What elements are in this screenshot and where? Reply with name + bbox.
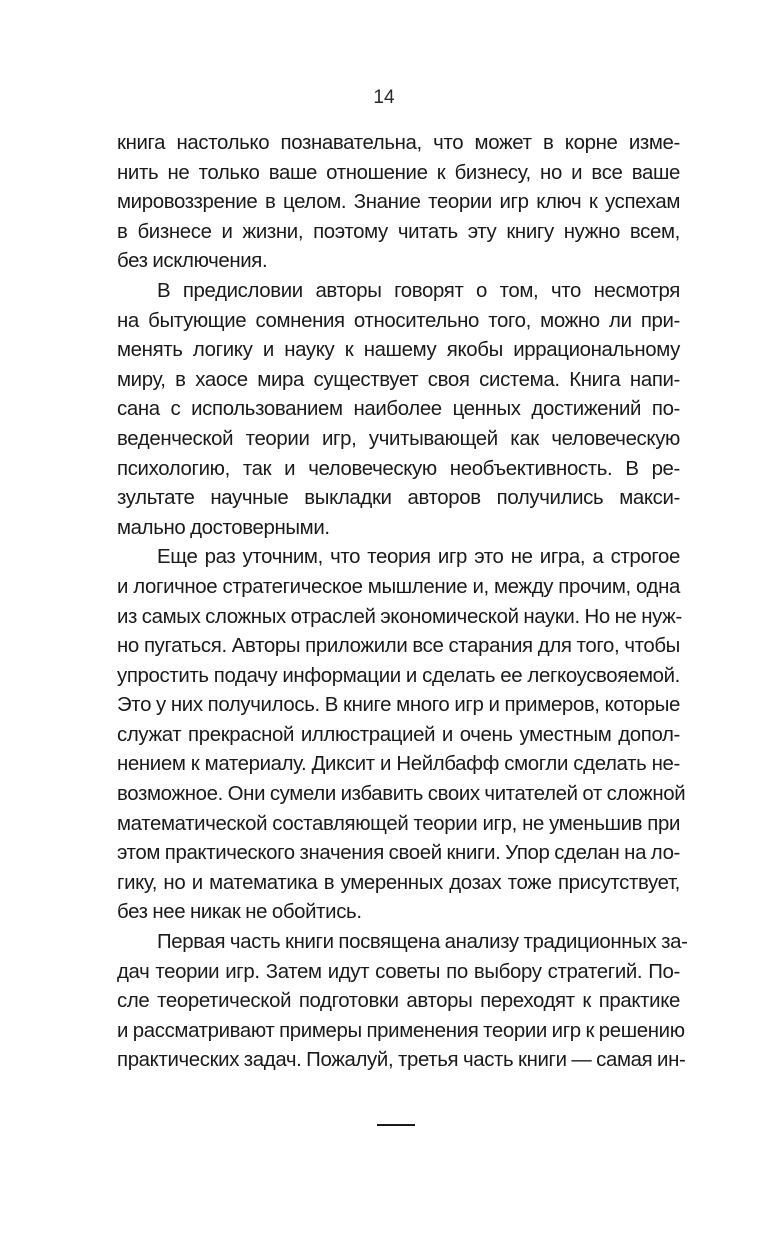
text-line: нением к материалу. Диксит и Нейлбафф смогли сделать не- xyxy=(117,753,680,776)
text-line: и рассматривают примеры применения теории игр к решению xyxy=(117,1019,685,1042)
text-line: практических задач. Пожалуй, третья часть книги — самая ин- xyxy=(117,1049,686,1072)
text-line: нить не только ваше отношение к бизнесу, но и все ваше xyxy=(117,161,680,184)
text-line: менять логику и науку к нашему якобы иррациональному xyxy=(117,339,680,362)
paragraph xyxy=(117,129,680,277)
text-line: Первая часть книги посвящена анализу традиционных за- xyxy=(157,931,688,954)
text-line: миру, в хаосе мира существует своя система. Книга напи- xyxy=(117,368,680,391)
text-line: этом практического значения своей книги. Упор сделан на ло- xyxy=(117,842,680,865)
text-line: упростить подачу информации и сделать ее легкоусвояемой. xyxy=(117,664,680,687)
text-line: веденческой теории игр, учитывающей как человеческую xyxy=(117,427,680,450)
text-line: в бизнесе и жизни, поэтому читать эту книгу нужно всем, xyxy=(117,220,680,243)
text-line: Это у них получилось. В книге много игр и примеров, которые xyxy=(117,694,680,717)
paragraph xyxy=(117,543,686,928)
text-line: сана с использованием наиболее ценных достижений по- xyxy=(117,398,680,421)
text-line: В предисловии авторы говорят о том, что несмотря xyxy=(157,279,680,302)
text-line: Еще раз уточним, что теория игр это не игра, а строгое xyxy=(157,546,680,569)
text-line: служат прекрасной иллюстрацией и очень уместным допол- xyxy=(117,723,680,746)
text-line: мировоззрение в целом. Знание теории игр ключ к успехам xyxy=(117,191,680,214)
text-line: без исключения. xyxy=(117,250,268,273)
text-line: мально достоверными. xyxy=(117,516,330,539)
text-line: из самых сложных отраслей экономической науки. Но не нуж- xyxy=(117,605,682,628)
text-line: зультате научные выкладки авторов получились макси- xyxy=(117,487,680,510)
text-line: сле теоретической подготовки авторы переходят к практике xyxy=(117,990,680,1013)
text-line: возможное. Они сумели избавить своих читателей от сложной xyxy=(117,783,686,806)
text-line: книга настолько познавательна, что может в корне изме- xyxy=(117,132,680,154)
paragraph xyxy=(117,277,680,543)
text-line: математической составляющей теории игр, не уменьшив при xyxy=(117,812,680,835)
text-line: но пугаться. Авторы приложили все старания для того, чтобы xyxy=(117,635,680,658)
text-line: дач теории игр. Затем идут советы по выбору стратегий. По- xyxy=(117,960,680,983)
text-line: без нее никак не обойтись. xyxy=(117,901,362,924)
footer-rule xyxy=(377,1124,415,1126)
text-line: и логичное стратегическое мышление и, между прочим, одна xyxy=(117,575,680,598)
paragraph xyxy=(117,928,688,1076)
text-line: гику, но и математика в умеренных дозах тоже присутствует, xyxy=(117,871,680,894)
page-number: 14 xyxy=(373,87,395,108)
text-line: психологию, так и человеческую необъективность. В ре- xyxy=(117,457,680,480)
text-line: на бытующие сомнения относительно того, можно ли при- xyxy=(117,309,680,332)
body-text xyxy=(117,129,688,1076)
